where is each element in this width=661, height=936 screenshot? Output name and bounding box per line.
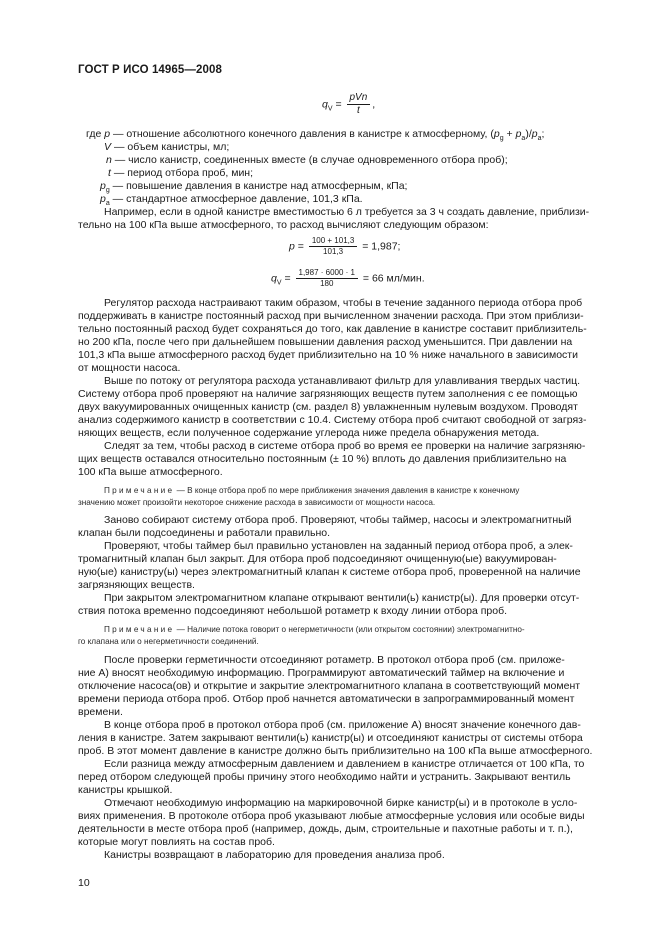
paragraph-line: тромагнитный клапан был закрыт. Для отбора проб подсоединяют очищенную(ые) вакуумирован-	[78, 553, 557, 565]
paragraph-line: 101,3 кПа выше атмосферного расход будет приблизительно на 10 % ниже начального в зависимости	[78, 349, 578, 361]
paragraph-line: отключение насоса(ов) и открытие и закрытие электромагнитного клапана в соответствующий момент	[78, 680, 581, 692]
paragraph-line: Следят за тем, чтобы расход в системе отбора проб во время ее проверки на наличие загрязняю-	[104, 440, 586, 452]
note-line: значению может произойти некоторое снижение расхода в зависимости от мощности насоса.	[78, 498, 436, 507]
definition-pa: p	[515, 128, 522, 140]
page-number: 10	[78, 877, 90, 889]
definition-end: ;	[541, 128, 545, 140]
paragraph-line: Канистры возвращают в лабораторию для проведения анализа проб.	[104, 849, 445, 861]
paragraph-line: перед отбором следующей пробы причину этого необходимо найти и устранить. Закрывают вентиль	[78, 771, 571, 783]
paragraph-line: времени периода отбора проб. Отбор проб начнется автоматически в запрограммированный момент	[78, 693, 575, 705]
definition-text: — объем канистры, мл;	[113, 141, 230, 153]
paragraph-line: При закрытом электромагнитном клапане открывают вентили(ь) канистр(ы). Для проверки отсут-	[104, 592, 580, 604]
formula-eq: =	[297, 240, 304, 253]
formula-numerator: pVn	[347, 92, 371, 105]
definition-pa2: p	[531, 128, 538, 140]
note-label: Примечание	[104, 625, 175, 634]
definition-pg-sub: g	[499, 135, 504, 143]
definition-var: p	[100, 193, 106, 205]
note-text: — В конце отбора проб по мере приближения значения давления в канистре к конечному	[176, 486, 520, 495]
paragraph-line: В конце отбора проб в протокол отбора проб (см. приложение А) вносят значение конечного дав-	[104, 719, 581, 731]
note-label: Примечание	[104, 486, 175, 495]
paragraph-line: ствия потока временно подсоединяют небольшой ротаметр к входу линии отбора проб.	[78, 605, 508, 617]
note-line	[104, 624, 525, 635]
formula-tail: ,	[372, 98, 376, 111]
paragraph-line: ние А) вносят необходимую информацию. Программируют автоматический таймер на включение и	[78, 667, 565, 679]
definition-n	[106, 154, 508, 167]
paragraph-line: ления в канистре. Затем закрывают вентили(ь) канистр(ы) и отсоединяют канистры от системы отбора	[78, 732, 583, 744]
formula-fraction	[309, 236, 357, 257]
paragraph-line: Проверяют, чтобы таймер был правильно установлен на заданный период отбора проб, а элек-	[104, 540, 573, 552]
formula-denominator: t	[357, 105, 360, 116]
formula-flow-rate	[322, 92, 375, 117]
definition-var: t	[108, 167, 111, 179]
paragraph-line: но 200 кПа, после чего при дальнейшем повышении давления расход уменьшится. При давлении на	[78, 336, 573, 348]
definition-var: n	[106, 154, 112, 166]
formula-lhs: q	[271, 272, 277, 285]
formula-lhs-sub: V	[327, 105, 333, 113]
formula-fraction	[296, 268, 358, 289]
formula-result: = 1,987;	[362, 240, 401, 253]
definition-sub: a	[105, 200, 110, 208]
paragraph-line: которые могут повлиять на состав проб.	[78, 836, 275, 848]
paragraph-line: клапан были подсоединены и работали правильно.	[78, 527, 331, 539]
paragraph-line: тельно на 100 кПа выше атмосферного, то расход вычисляют следующим образом:	[78, 219, 489, 231]
definition-text: — число канистр, соединенных вместе (в случае одновременного отбора проб);	[114, 154, 508, 166]
definition-text: — повышение давления в канистре над атмосферным, кПа;	[112, 180, 408, 192]
paragraph-line: тельно постоянный расход будет сохраняться до того, как давление в канистре составит приблизитель-	[78, 323, 587, 335]
definition-div: )/	[525, 128, 532, 140]
document-header: ГОСТ Р ИСО 14965—2008	[78, 64, 223, 76]
paragraph-line: виях применения. В протоколе отбора проб указывают любые атмосферные условия или особые виды	[78, 810, 585, 822]
formula-numerator: 1,987 · 6000 · 1	[296, 268, 358, 279]
formula-numerator: 100 + 101,3	[309, 236, 357, 247]
definition-pg: p	[493, 128, 500, 140]
paragraph-line: Например, если в одной канистре вместимостью 6 л требуется за 3 ч создать давление, приблизи-	[104, 206, 590, 218]
note-line: го клапана или о негерметичности соединений.	[78, 637, 259, 646]
formula-flow-result	[271, 268, 425, 289]
definition-sub: g	[105, 187, 110, 195]
paragraph-line: канистры крышкой.	[78, 784, 173, 796]
formula-lhs-sub: V	[276, 279, 282, 287]
paragraph-line: деятельности в месте отбора проб (например, дождь, дым, строительные и пахотные работы и т. п.),	[78, 823, 573, 835]
definition-pa2-sub: a	[537, 135, 542, 143]
paragraph-line: анализ содержимого канистр в соответствии с 10.4. Систему отбора проб считают свободной от загряз-	[78, 414, 587, 426]
definition-plus: +	[506, 128, 513, 140]
paragraph-line: Отмечают необходимую информацию на маркировочной бирке канистр(ы) и в протоколе в усло-	[104, 797, 578, 809]
formula-denominator: 180	[320, 279, 334, 288]
paragraph-line: ную(ые) канистру(ы) через электромагнитный клапан к системе отбора проб, проверенной на наличие	[78, 566, 581, 578]
formula-lhs: p	[289, 240, 295, 253]
note-text: — Наличие потока говорит о негерметичности (или открытом состоянии) электромагнитно-	[176, 625, 525, 634]
definition-text: — период отбора проб, мин;	[113, 167, 254, 179]
paragraph-line: времени.	[78, 706, 123, 718]
definition-var: V	[104, 141, 112, 153]
paragraph-line: Заново собирают систему отбора проб. Проверяют, чтобы таймер, насосы и электромагнитный	[104, 514, 572, 526]
paragraph-line: Регулятор расхода настраивают таким образом, чтобы в течение заданного периода отбора проб	[104, 297, 583, 309]
paragraph-line: от мощности насоса.	[78, 362, 181, 374]
definition-var: p	[100, 180, 106, 192]
paragraph-line: двух вакуумированных очищенных канистр (см. раздел 8) увлажненным нулевым воздухом. Проводят	[78, 401, 578, 413]
formula-eq: =	[284, 272, 291, 285]
formula-result: = 66 мл/мин.	[362, 272, 425, 285]
note-line	[104, 485, 519, 496]
definition-v	[104, 141, 229, 154]
formula-pressure-ratio	[289, 236, 400, 257]
paragraph-line: Выше по потоку от регулятора расхода устанавливают фильтр для улавливания твердых частиц.	[104, 375, 581, 387]
definition-text: — стандартное атмосферное давление, 101,3 кПа.	[112, 193, 363, 205]
formula-lhs: q	[322, 98, 328, 111]
formula-fraction	[347, 92, 371, 117]
paragraph-line: няющих веществ, если полученное содержание углерода ниже предела обнаружения метода.	[78, 427, 540, 439]
paragraph-line: загрязняющих веществ.	[78, 579, 195, 591]
formula-denominator: 101,3	[323, 247, 344, 256]
definition-pa-sub: a	[521, 135, 526, 143]
definition-text: — отношение абсолютного конечного давления в канистре к атмосферному, (	[113, 128, 494, 140]
paragraph-line: 100 кПа выше атмосферного.	[78, 466, 223, 478]
definition-prefix: где	[86, 128, 102, 140]
paragraph-line: После проверки герметичности отсоединяют ротаметр. В протокол отбора проб (см. приложе-	[104, 654, 565, 666]
paragraph-line: Если разница между атмосферным давлением и давлением в канистре отличается от 100 кПа, то	[104, 758, 585, 770]
paragraph-line: проб. В этот момент давление в канистре должно быть приблизительно на 100 кПа выше атмосферного.	[78, 745, 593, 757]
definition-var: p	[104, 128, 111, 140]
paragraph-line: щих веществ оставался относительно постоянным (± 10 %) вплоть до давления приблизительно на	[78, 453, 567, 465]
definition-t	[108, 167, 253, 180]
paragraph-line: Систему отбора проб проверяют на наличие загрязняющих веществ путем заполнения с ее помощью	[78, 388, 578, 400]
paragraph-line: поддерживать в канистре постоянный расход при вычисленном значении расхода. При этом приблизи-	[78, 310, 584, 322]
formula-eq: =	[335, 98, 342, 111]
